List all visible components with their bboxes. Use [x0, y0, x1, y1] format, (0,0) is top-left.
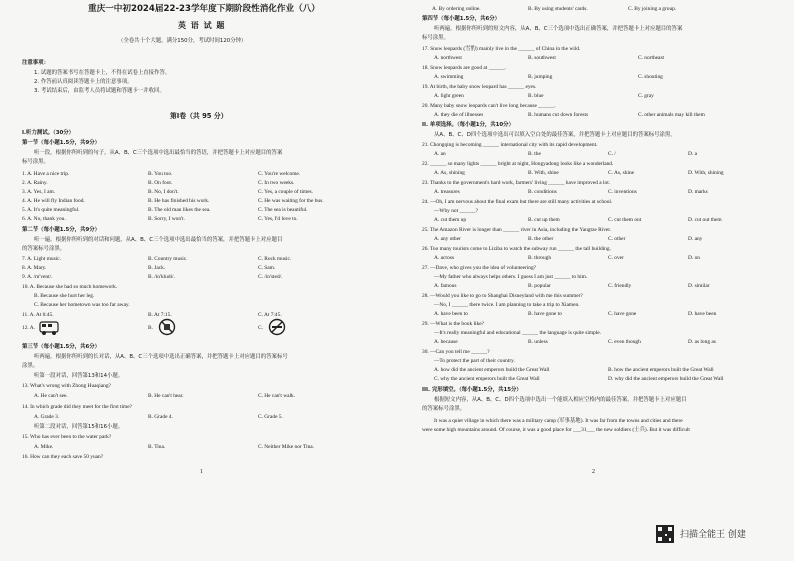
- question-option: A. because: [434, 339, 458, 345]
- exam-info: （全卷共十个大题，满分150分，考试时间120分钟）: [118, 38, 247, 44]
- question-option: 7. A. Light music.: [22, 256, 61, 262]
- no-smoking-icon: [268, 318, 286, 336]
- question-13: 13. What's wrong with Zhong Huaqiang?: [22, 383, 111, 389]
- question-option: C. Yes, a couple of times.: [258, 189, 313, 195]
- question-26: 26. Too many tourists come to Liziba to watch the subway run ______ the tall building.: [422, 246, 611, 252]
- question-option: D. With, shining: [688, 170, 724, 176]
- question-option: B. Grade 4.: [148, 414, 173, 420]
- question-option: C. northeast: [638, 55, 665, 61]
- question-option: D. similar: [688, 283, 710, 289]
- cloze-passage-line: were some high mountains around. Of course, it was a good place for ___31___ the new soldiers (士兵). But it was difficult: [422, 427, 690, 433]
- question-option: C. You're welcome.: [258, 171, 301, 177]
- question-option: C. have gone: [608, 311, 637, 317]
- question-20: 20. Many baby snow leopards can't live long because ______.: [422, 103, 556, 109]
- part-title: 第I卷（共 95 分）: [170, 112, 228, 120]
- page-number: 1: [200, 469, 203, 475]
- question-24: 24. —Oh, I am nervous about the final exam but there are still many activities at school.: [422, 199, 613, 205]
- question-option: A. famous: [434, 283, 457, 289]
- section-1-heading: 第一节（每小题1.5分，共9分）: [22, 140, 100, 146]
- exam-subtitle: 英 语 试 题: [178, 21, 226, 30]
- question-option: C. The sea is beautiful.: [258, 207, 308, 213]
- question-option: A. By ordering online.: [432, 6, 481, 12]
- question-option: A. any other: [434, 236, 461, 242]
- question-option: 5. A. It's quite meaningful.: [22, 207, 80, 213]
- section-4-instruction: 听两遍。根据你所听到的短文内容，从A、B、C三个选项中选出正确答案，并把答题卡上对应题目的答案: [434, 26, 683, 32]
- question-option: B. Jack.: [148, 265, 166, 271]
- question-option: B. popular: [528, 283, 551, 289]
- question-24-reply: —Why not ______?: [434, 208, 479, 214]
- question-option: C. over: [608, 255, 624, 261]
- question-option: D. marks: [688, 189, 708, 195]
- question-option: B. The old man likes the sea.: [148, 207, 211, 213]
- question-option: A. cut them up: [434, 217, 467, 223]
- question-option: B. /in'kludi/.: [148, 274, 175, 280]
- question-option: 3. A. Yes, I am.: [22, 189, 56, 195]
- question-option: C. Because her hometown was too far away.: [34, 302, 130, 308]
- question-option: A. He can't see.: [34, 393, 68, 399]
- question-29-reply: —It's really meaningful and educational ______ the language is quite simple.: [434, 330, 601, 336]
- question-option: D. have been: [688, 311, 717, 317]
- question-option: C. He was waiting for the bus.: [258, 198, 324, 204]
- question-option: B. Tina.: [148, 444, 166, 450]
- question-option: B. humans cut down forests: [528, 112, 589, 118]
- question-16: 16. How can they each save 50 yuan?: [22, 454, 104, 460]
- question-option: A. an: [434, 151, 446, 157]
- section-1-instruction: 听一段，根据你所听到的句子，从A、B、C三个选项中选出最恰当的答语，并把答题卡上对应题目的答案: [34, 150, 283, 156]
- question-option: B. southwest: [528, 55, 556, 61]
- question-12: 12. A.: [22, 325, 36, 331]
- question-option: A. they die of illnesses: [434, 112, 484, 118]
- question-option: 2. A. Rainy.: [22, 180, 48, 186]
- exam-page-right: [400, 0, 794, 561]
- question-option: B.: [148, 325, 153, 331]
- question-23: 23. Thanks to the government's hard work, farmers' living ______ have improved a lot.: [422, 180, 611, 186]
- question-option: D. as long as: [688, 339, 716, 345]
- question-option: C. why the ancient emperors built the Great Wall: [434, 376, 540, 382]
- section-listening: I.听力测试。（30分）: [22, 130, 74, 136]
- question-30: 30. —Can you tell me ______?: [422, 349, 490, 355]
- question-option: B. jumping: [528, 74, 553, 80]
- section-3-instruction: 的答案标号涂黑。: [422, 406, 466, 412]
- question-option: B. conditions: [528, 189, 557, 195]
- question-28-reply: —No, I ______ there twice. I am planning to take a trip to Xiamen.: [434, 302, 580, 308]
- section-2-instruction: 从A、B、C、D四个选项中选出可以填入空白处的最佳答案，并把答题卡上对应题目的答案标号涂黑。: [434, 132, 676, 138]
- question-25: 25. The Amazon River is longer than ______ river in Asia, including the Yangtze River.: [422, 227, 612, 233]
- question-option: B. Because she hurt her leg.: [34, 293, 95, 299]
- cloze-passage-line: It was a quiet village in which there was a military camp (军事基地). It was far from the towns and cities and there: [434, 418, 683, 424]
- page-number: 2: [592, 469, 595, 475]
- section-1-instruction: 标号涂黑。: [22, 159, 49, 165]
- exam-title: 重庆一中初2024届22-23学年度下期阶段性消化作业（八）: [88, 4, 320, 14]
- question-option: C. By joining a group.: [628, 6, 677, 12]
- question-option: B. blue: [528, 93, 544, 99]
- qr-code-icon: [656, 525, 674, 543]
- question-option: B. have gone to: [528, 311, 562, 317]
- bus-icon: [38, 319, 60, 337]
- question-option: 8. A. Mary.: [22, 265, 47, 271]
- question-15: 15. Who has ever been to the water park?: [22, 434, 112, 440]
- question-option: A. across: [434, 255, 455, 261]
- question-option: D. why did the ancient emperors build the Great Wall: [608, 376, 724, 382]
- question-option: A. Mike.: [34, 444, 54, 450]
- question-option: A. have been to: [434, 311, 468, 317]
- question-11: 11. A. At 6:45.: [22, 312, 54, 318]
- question-option: C. He can't walk.: [258, 393, 296, 399]
- question-option: C. Rock music.: [258, 256, 292, 262]
- no-parking-icon: [158, 318, 176, 336]
- question-17: 17. Snow leopards (雪豹) mainly live in the ______ of China in the wild.: [422, 46, 581, 52]
- question-option: 6. A. No, thank you.: [22, 216, 66, 222]
- question-option: C. other: [608, 236, 626, 242]
- section-4-heading: 第四节（每小题1.5分，共6分）: [422, 16, 500, 22]
- question-option: C. In two weeks.: [258, 180, 295, 186]
- section-3-instruction: 听两遍。根据你所听到的长对话，从A、B、C三个选项中选出正确答案，并把答题卡上对应题目的答案标号: [34, 354, 288, 360]
- question-option: C. cut them out: [608, 217, 642, 223]
- question-option: B. He can't hear.: [148, 393, 184, 399]
- question-option: C. As, shine: [608, 170, 635, 176]
- section-3-title: III. 完形填空。（每小题1.5分，共15分）: [422, 387, 522, 393]
- question-option: C. even though: [608, 339, 641, 345]
- question-option: B. cut up them: [528, 217, 560, 223]
- question-option: A. northwest: [434, 55, 462, 61]
- question-option: B. You too.: [148, 171, 173, 177]
- dialogue-2-label: 听第二段对话，回答第15和16小题。: [34, 424, 124, 430]
- question-option: B. the other: [528, 236, 554, 242]
- question-option: B. With, shine: [528, 170, 559, 176]
- question-option: C. friendly: [608, 283, 632, 289]
- question-option: B. the: [528, 151, 541, 157]
- scanner-watermark: 扫描全能王 创建: [680, 530, 746, 540]
- question-29: 29. —What is the book like?: [422, 321, 484, 327]
- notes-heading: 注意事项：: [22, 60, 49, 66]
- question-option: B. unless: [528, 339, 548, 345]
- section-4-instruction: 标号涂黑。: [422, 35, 449, 41]
- question-option: A. As, shining: [434, 170, 465, 176]
- question-27: 27. —Dave, who gives you the idea of volunteering?: [422, 265, 537, 271]
- section-3-heading: 第三节（每小题1.5分，共6分）: [22, 344, 100, 350]
- section-2-instruction: 的答案标号涂黑。: [22, 246, 66, 252]
- question-option: A. Grade 3.: [34, 414, 60, 420]
- question-27-reply: —My father who always helps others. I guess I am just ______ to him.: [434, 274, 588, 280]
- question-option: C. other animals may kill them: [638, 112, 705, 118]
- question-18: 18. Snow leopards are good at ______.: [422, 65, 507, 71]
- note-2: 2. 作答前认真阅读答题卡上的注意事项。: [34, 79, 133, 85]
- question-option: B. At 7:15.: [148, 312, 172, 318]
- note-1: 1. 试题的答案书写在答题卡上，不得在试卷上直接作答。: [34, 70, 171, 76]
- question-option: B. how the ancient emperors built the Great Wall: [608, 367, 714, 373]
- question-option: 9. A. /m'vent/.: [22, 274, 53, 280]
- question-option: C. /: [608, 151, 616, 157]
- section-2-instruction: 听一遍。根据你所听到的对话和问题，从A、B、C三个选项中选出最恰当的答案，并把答题卡上对应题目: [34, 237, 283, 243]
- question-10: 10. A. Because she had so much homework.: [22, 284, 118, 290]
- section-3-instruction: 涂黑。: [22, 363, 39, 369]
- question-option: D. any: [688, 236, 703, 242]
- question-option: C. gray: [638, 93, 654, 99]
- question-option: A. swimming: [434, 74, 464, 80]
- note-3: 3. 考试结束后，由监考人员将试题和答题卡一并收回。: [34, 88, 165, 94]
- question-option: C. Sam.: [258, 265, 276, 271]
- question-21: 21. Chongqing is becoming ______ international city with its rapid development.: [422, 142, 598, 148]
- question-option: C. /in'sted/.: [258, 274, 283, 280]
- question-option: B. Sorry, I won't.: [148, 216, 185, 222]
- question-14: 14. In which grade did they meet for the first time?: [22, 404, 133, 410]
- question-19: 19. At birth, the baby snow leopard has ______ eyes.: [422, 84, 537, 90]
- question-option: C.: [258, 325, 263, 331]
- question-30-reply: —To protect the part of their country.: [434, 358, 515, 364]
- question-option: C. inventions: [608, 189, 637, 195]
- dialogue-1-label: 听第一段对话，回答第13和14小题。: [34, 373, 124, 379]
- section-2-heading: 第二节（每小题1.5分，共9分）: [22, 227, 100, 233]
- question-option: B. On foot.: [148, 180, 173, 186]
- question-option: C. At 7:45.: [258, 312, 282, 318]
- section-3-instruction: 根据短文内容，从A、B、C、D四个选项中选出一个能填入相应空格内的最佳答案，并把答题卡上对应题目: [434, 397, 687, 403]
- question-option: A. how did the ancient emperors build the Great Wall: [434, 367, 550, 373]
- question-option: C. Yes, I'd love to.: [258, 216, 298, 222]
- question-option: 1. A. Have a nice trip.: [22, 171, 70, 177]
- question-option: C. Grade 5.: [258, 414, 283, 420]
- question-22: 22. ______ so many lights ______ bright at night, Hongyadong looks like a wonderland.: [422, 161, 614, 167]
- question-option: C. shouting: [638, 74, 663, 80]
- question-option: A. light green: [434, 93, 464, 99]
- question-option: D. a: [688, 151, 697, 157]
- question-option: B. No, I don't.: [148, 189, 179, 195]
- question-option: B. Country music.: [148, 256, 188, 262]
- question-option: C. Neither Mike nor Tina.: [258, 444, 315, 450]
- question-option: D. on: [688, 255, 700, 261]
- question-option: A. treasures: [434, 189, 460, 195]
- question-option: B. He has finished his work.: [148, 198, 210, 204]
- question-28: 28. —Would you like to go to Shanghai Disneyland with me this summer?: [422, 293, 583, 299]
- question-option: 4. A. He will fly Indian food.: [22, 198, 85, 204]
- question-option: B. By using students' cards.: [528, 6, 588, 12]
- question-option: B. through: [528, 255, 552, 261]
- section-2-title: II. 单项选择。（每小题1分，共10分）: [422, 122, 514, 128]
- question-option: D. cut out them: [688, 217, 722, 223]
